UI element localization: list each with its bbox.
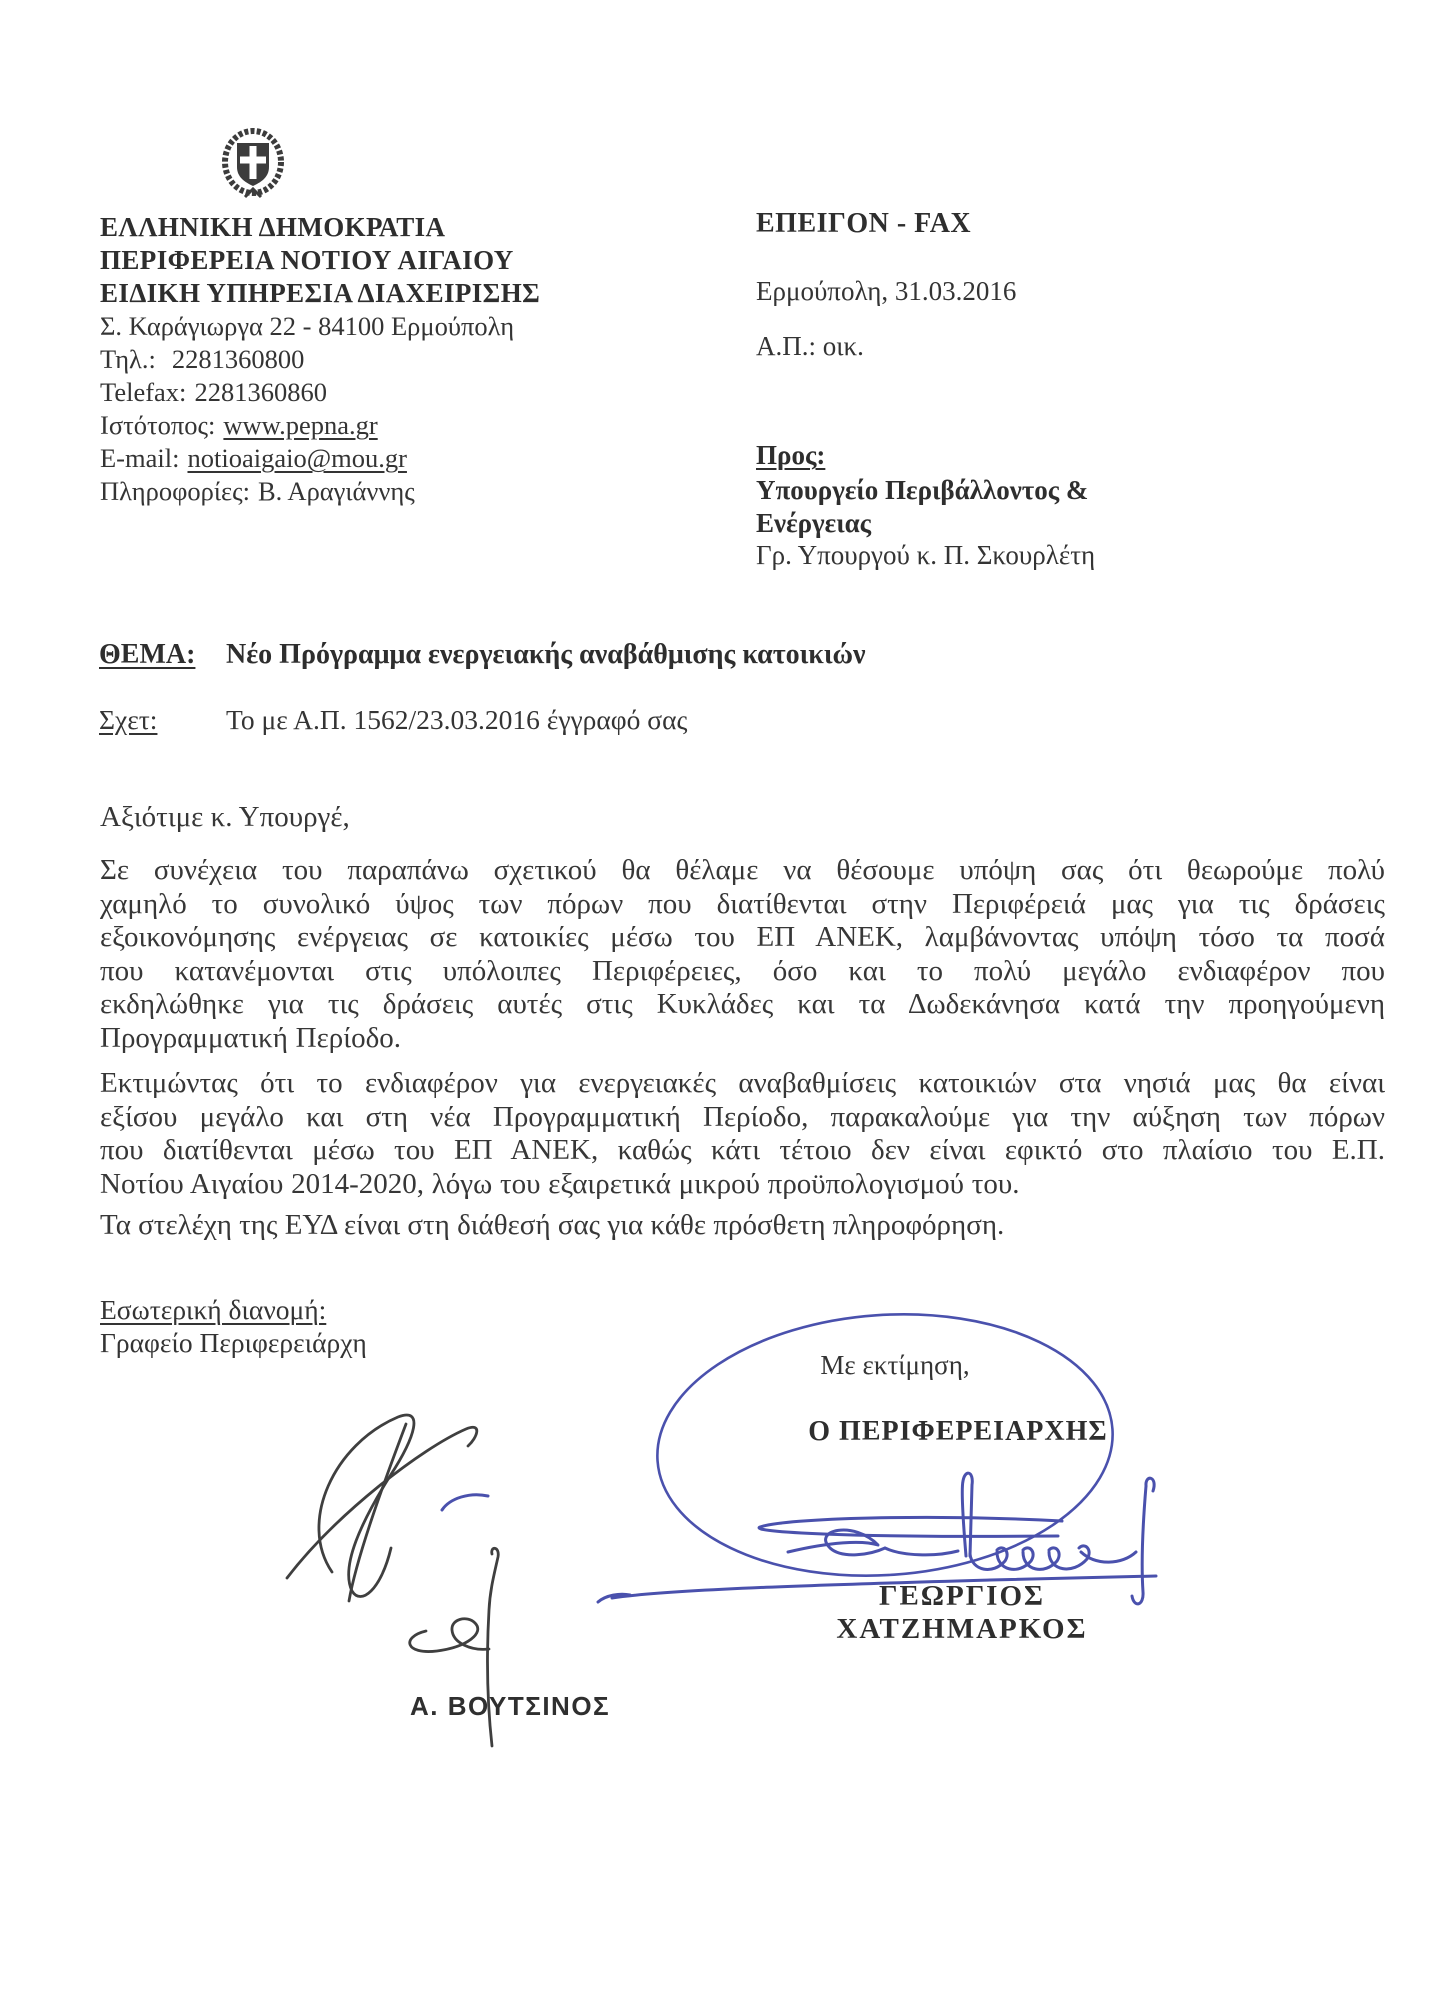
paragraph-2-line: Νοτίου Αιγαίου 2014-2020, λόγω του εξαιρετικά μικρού προϋπολογισμού του.: [100, 1167, 1020, 1200]
paragraph-1-line: Προγραμματική Περίοδο.: [100, 1021, 401, 1054]
sender-address: Σ. Καράγιωργα 22 - 84100 Ερμούπολη: [100, 311, 515, 341]
subject-label: ΘΕΜΑ:: [99, 639, 196, 670]
org-line-3: ΕΙΔΙΚΗ ΥΠΗΡΕΣΙΑ ΔΙΑΧΕΙΡΙΣΗΣ: [100, 278, 541, 308]
recipient-line-2: Ενέργειας: [756, 508, 872, 538]
recipient-line-1: Υπουργείο Περιβάλλοντος &: [756, 475, 1089, 505]
signer-title: Ο ΠΕΡΙΦΕΡΕΙΑΡΧΗΣ: [808, 1416, 1108, 1447]
paragraph-1-line: Σε συνέχεια του παραπάνω σχετικού θα θέλαμε να θέσουμε υπόψη σας ότι θεωρούμε πολύ: [100, 854, 1385, 886]
email-value: notioaigaio@mou.gr: [187, 443, 407, 473]
paragraph-3: Τα στελέχη της ΕΥΔ είναι στη διάθεσή σας για κάθε πρόσθετη πληροφόρηση.: [100, 1209, 1005, 1241]
countersigner-name: Α. ΒΟΥΤΣΙΝΟΣ: [410, 1691, 611, 1721]
sender-email: [100, 442, 540, 475]
signer-name: ΓΕΩΡΓΙΟΣ ΧΑΤΖΗΜΑΡΚΟΣ: [836, 1580, 1088, 1645]
salutation: Αξιότιμε κ. Υπουργέ,: [100, 801, 350, 833]
paragraph-2: [100, 1067, 1385, 1201]
reference-label: Σχετ:: [99, 704, 158, 735]
reference-row: [99, 704, 687, 736]
protocol-line: Α.Π.: οικ.: [756, 331, 864, 361]
sender-contact: [100, 475, 540, 508]
sender-phone: [100, 343, 540, 376]
paragraph-1-line: εξοικονόμησης ενέργειας σε κατοικίες μέσω του ΕΠ ΑΝΕΚ, λαμβάνοντας υπόψη τόσο τα ποσά: [100, 921, 1385, 953]
subject-row: [99, 639, 866, 671]
phone-value: 2281360800: [171, 344, 305, 374]
phone-label: Τηλ.:: [100, 344, 156, 374]
email-label: E-mail:: [100, 443, 180, 473]
contact-value: Β. Αραγιάννης: [257, 476, 415, 506]
paragraph-2-line: που διατίθενται μέσω του ΕΠ ΑΝΕΚ, καθώς κάτι τέτοιο δεν είναι εφικτό στο πλαίσιο του Ε.Π.: [100, 1134, 1385, 1166]
fax-label: Telefax:: [100, 377, 187, 407]
org-line-2: ΠΕΡΙΦΕΡΕΙΑ ΝΟΤΙΟΥ ΑΙΓΑΙΟΥ: [100, 245, 514, 275]
website-label: Ιστότοπος:: [100, 410, 216, 440]
sender-fax: [100, 376, 540, 409]
paragraph-2-line: Εκτιμώντας ότι το ενδιαφέρον για ενεργειακές αναβαθμίσεις κατοικιών στα νησιά μας θα είναι: [100, 1067, 1385, 1099]
closing-phrase: Με εκτίμηση,: [820, 1350, 970, 1380]
contact-label: Πληροφορίες:: [100, 476, 250, 506]
org-line-1: ΕΛΛΗΝΙΚΗ ΔΗΜΟΚΡΑΤΙΑ: [100, 212, 446, 242]
paragraph-1: [100, 854, 1385, 1055]
internal-distribution-label: Εσωτερική διανομή:: [100, 1294, 327, 1325]
sender-block: [100, 211, 540, 508]
paragraph-1-line: εκδηλώθηκε για τις δράσεις αυτές στις Κυκλάδες και τα Δωδεκάνησα κατά την προηγούμενη: [100, 988, 1385, 1020]
internal-distribution-value: Γραφείο Περιφερειάρχη: [100, 1327, 367, 1358]
recipient-label: Προς:: [756, 440, 826, 470]
subject-text: Νέο Πρόγραμμα ενεργειακής αναβάθμισης κατοικιών: [226, 639, 866, 670]
paragraph-1-line: χαμηλό το συνολικό ύψος των πόρων που διατίθενται στην Περιφέρειά μας για τις δράσεις: [100, 887, 1385, 920]
place-date-line: Ερμούπολη, 31.03.2016: [756, 276, 1017, 306]
website-value: www.pepna.gr: [223, 410, 378, 440]
urgency-label: ΕΠΕΙΓΟΝ - FAX: [756, 208, 972, 239]
fax-value: 2281360860: [194, 377, 327, 407]
reference-text: Το με Α.Π. 1562/23.03.2016 έγγραφό σας: [226, 704, 688, 735]
paragraph-2-line: εξίσου μεγάλο και στη νέα Προγραμματική Περίοδο, παρακαλούμε για την αύξηση των πόρων: [100, 1100, 1385, 1133]
greek-coat-of-arms-icon: [220, 126, 286, 202]
recipient-attn: Γρ. Υπουργού κ. Π. Σκουρλέτη: [756, 540, 1096, 570]
paragraph-1-line: που κατανέμονται στις υπόλοιπες Περιφέρειες, όσο και το πολύ μεγάλο ενδιαφέρον που: [100, 954, 1385, 987]
sender-website: [100, 409, 540, 442]
